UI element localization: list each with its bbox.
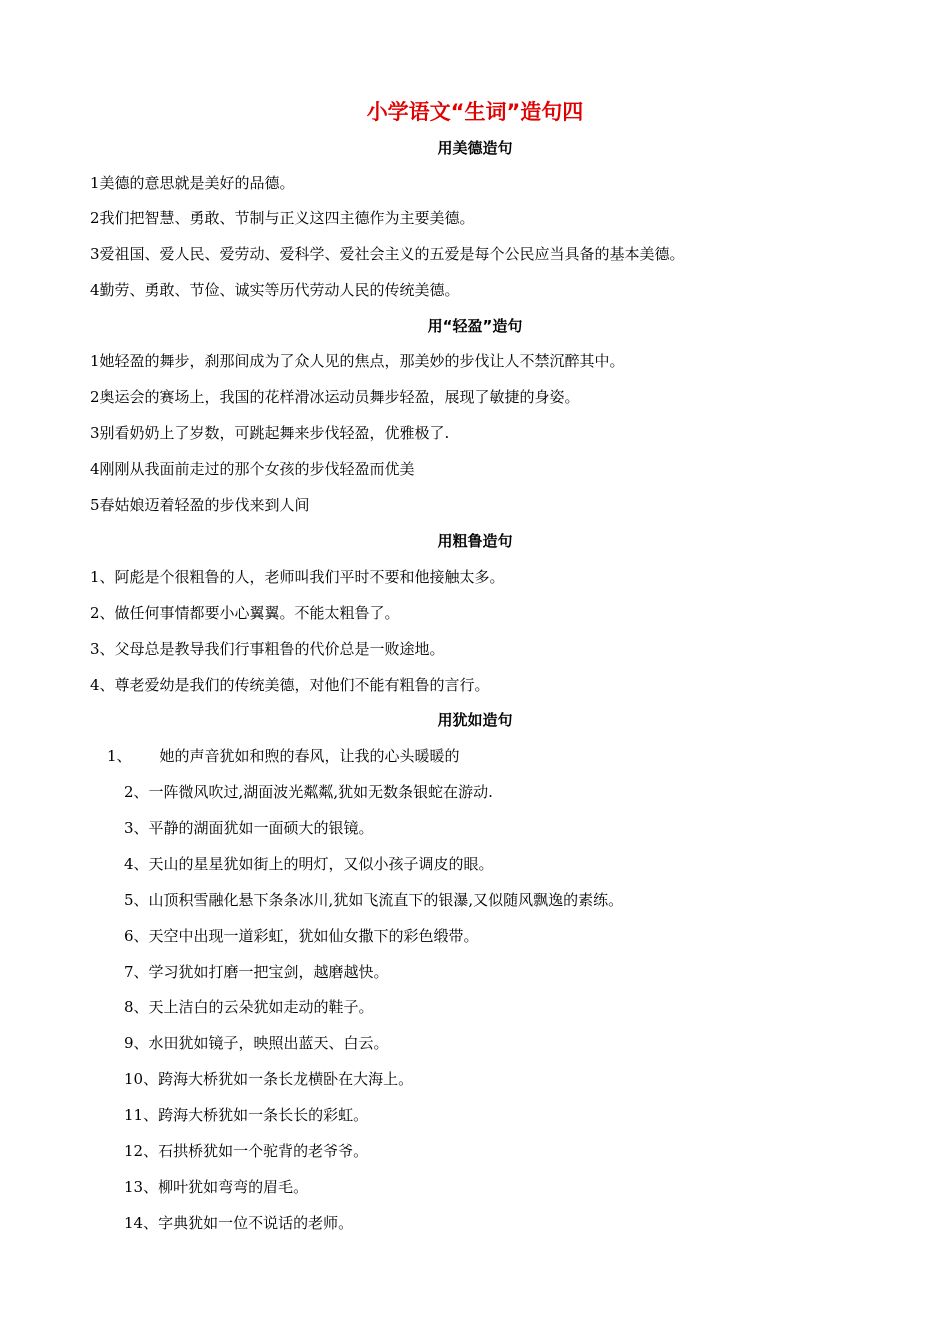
sentence-item: 1、阿彪是个很粗鲁的人，老师叫我们平时不要和他接触太多。: [90, 568, 505, 586]
sentence-item: 13、柳叶犹如弯弯的眉毛。: [124, 1178, 309, 1196]
sentence-item: 2奥运会的赛场上，我国的花样滑冰运动员舞步轻盈，展现了敏捷的身姿。: [90, 388, 580, 406]
sentence-item: 5、山顶积雪融化悬下条条冰川,犹如飞流直下的银瀑,又似随风飘逸的素练。: [124, 891, 624, 909]
section-heading-meide: 用美德造句: [437, 139, 513, 157]
sentence-item: 10、跨海大桥犹如一条长龙横卧在大海上。: [124, 1070, 414, 1088]
section-heading-youru: 用犹如造句: [437, 711, 513, 729]
sentence-item: 6、天空中出现一道彩虹，犹如仙女撒下的彩色缎带。: [124, 927, 479, 945]
sentence-item: 4勤劳、勇敢、节俭、诚实等历代劳动人民的传统美德。: [90, 281, 460, 299]
sentence-item: 1美德的意思就是美好的品德。: [90, 174, 295, 192]
section-heading-culu: 用粗鲁造句: [437, 532, 513, 550]
sentence-item: 4、尊老爱幼是我们的传统美德，对他们不能有粗鲁的言行。: [90, 676, 490, 694]
sentence-item: 14、字典犹如一位不说话的老师。: [124, 1214, 354, 1232]
document-title: 小学语文“生词”造句四: [366, 100, 584, 124]
sentence-item: 8、天上洁白的云朵犹如走动的鞋子。: [124, 998, 374, 1016]
sentence-item: 9、水田犹如镜子，映照出蓝天、白云。: [124, 1034, 389, 1052]
sentence-item: 2我们把智慧、勇敢、节制与正义这四主德作为主要美德。: [90, 209, 475, 227]
sentence-item: 1她轻盈的舞步，刹那间成为了众人见的焦点，那美妙的步伐让人不禁沉醉其中。: [90, 352, 625, 370]
item-number: 1、: [107, 747, 132, 765]
sentence-item: 2、一阵微风吹过,湖面波光粼粼,犹如无数条银蛇在游动.: [124, 783, 493, 801]
sentence-item: 3爱祖国、爱人民、爱劳动、爱科学、爱社会主义的五爱是每个公民应当具备的基本美德。: [90, 245, 685, 263]
sentence-item: [107, 745, 460, 767]
sentence-item: 3、平静的湖面犹如一面硕大的银镜。: [124, 819, 374, 837]
sentence-item: 3别看奶奶上了岁数，可跳起舞来步伐轻盈，优雅极了.: [90, 424, 450, 442]
sentence-item: 2、做任何事情都要小心翼翼。不能太粗鲁了。: [90, 604, 400, 622]
sentence-item: 12、石拱桥犹如一个驼背的老爷爷。: [124, 1142, 369, 1160]
sentence-item: 11、跨海大桥犹如一条长长的彩虹。: [124, 1106, 369, 1124]
sentence-item: 3、父母总是教导我们行事粗鲁的代价总是一败途地。: [90, 640, 445, 658]
sentence-item: 4、天山的星星犹如街上的明灯，又似小孩子调皮的眼。: [124, 855, 494, 873]
sentence-item: 5春姑娘迈着轻盈的步伐来到人间: [90, 496, 310, 514]
sentence-item: 7、学习犹如打磨一把宝剑，越磨越快。: [124, 963, 389, 981]
section-heading-qingying: 用“轻盈”造句: [427, 317, 523, 335]
item-text: 她的声音犹如和煦的春风，让我的心头暖暖的: [159, 747, 460, 765]
sentence-item: 4刚刚从我面前走过的那个女孩的步伐轻盈而优美: [90, 460, 415, 478]
